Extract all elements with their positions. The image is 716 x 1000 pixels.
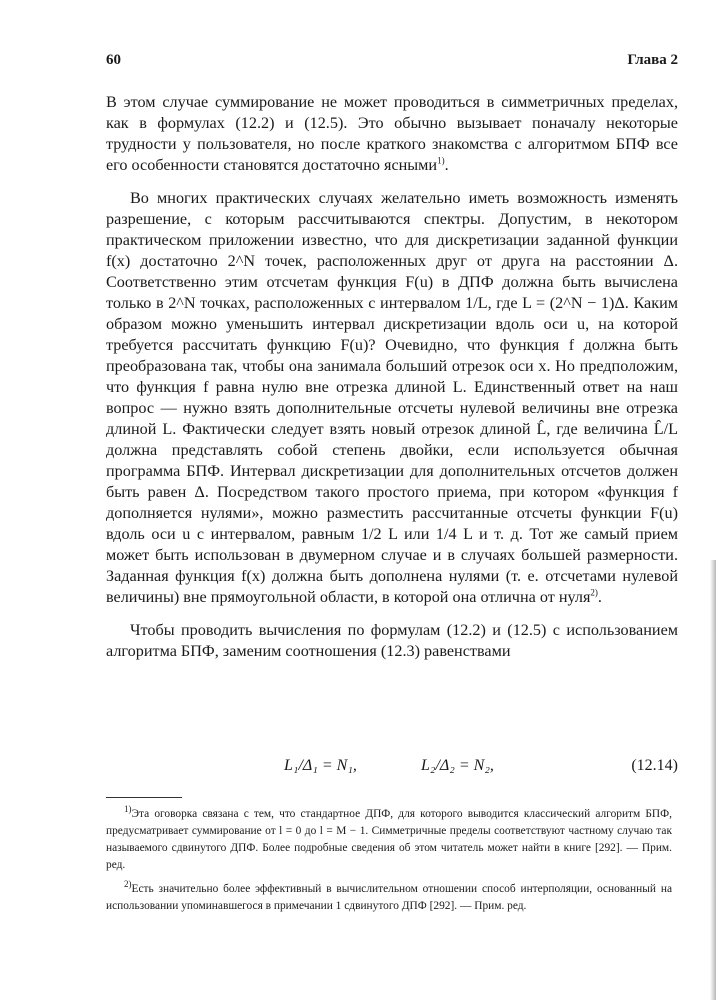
footnote-1-mark: 1) [124,804,132,815]
equation-number: (12.14) [631,757,678,774]
footnote-2-mark: 2) [124,879,132,890]
paragraph-1: В этом случае суммирование не может проводиться в симметричных пределах, как в формулах (12.2) и (12.5). Это обычно вызывает поначалу некоторые трудности у пользователя, но после краткого знакомства с алгоритмом БПФ все его особенности становятся достаточно ясными$^{1)}$. [106,93,678,174]
scan-shadow-edge [710,560,716,1000]
footnote-1-text: Эта оговорка связана с тем, что стандартное ДПФ, для которого выводится классический алгоритм БПФ, предусматривает суммирование от l = 0 до l = M − 1. Симметричные пределы соответствуют частному случаю так называемого сдвинутого ДПФ. Более подробные сведения об этом читатель может найти в книге [292]. — Прим. ред. [106,808,672,871]
equation-12-14 [106,757,678,781]
footnote-2-text: Есть значительно более эффективный в вычислительном отношении способ интерполяции, основанный на использовании упоминавшегося в примечании 1 сдвинутого ДПФ [292]. — Прим. ред. [106,883,672,912]
footnote-ref-1: 1) [437,155,445,166]
footnote-1 [106,806,672,874]
page-number: 60 [106,52,121,68]
footnote-ref-2: 2) [590,587,598,598]
footnotes [106,806,672,915]
footnote-2 [106,881,672,915]
body-text [106,92,678,662]
footnote-divider [106,797,182,798]
paragraph-2-text: Во многих практических случаях желательно иметь возможность изменять разрешение, с которым рассчитываются спектры. Допустим, в некотором практическом приложении известно, что для дискретизации заданной функции f(x) достаточно 2^N точек, расположенных друг от друга на расстоянии Δ. Соответственно этим отсчетам функция F(u) в ДПФ должна быть вычислена только в 2^N точках, расположенных с интервалом 1/L, где L = (2^N − 1)Δ. Каким образом можно уменьшить интервал дискретизации вдоль оси u, на которой требуется рассчитать функцию F(u)? Очевидно, что функция f должна быть преобразована так, чтобы она занимала больший отрезок оси x. Но предположим, что функция f равна нулю вне отрезка длиной L. Единственный ответ на наш вопрос — нужно взять дополнительные отсчеты нулевой величины вне отрезка длиной L. Фактически следует взять новый отрезок длиной L̂, где величина L̂/L должна представлять собой степень двойки, если используется обычная программа БПФ. Интервал дискретизации для дополнительных отсчетов должен быть равен Δ. Посредством такого простого приема, при котором «функция f дополняется нулями», можно разместить рассчитанные отсчеты функции F(u) вдоль оси u с интервалом, равным 1/2 L или 1/4 L и т. д. Тот же самый прием может быть использован в двумерном случае и в случаях большей размерности. Заданная функция f(x) должна быть дополнена нулями (т. е. отсчетами нулевой величины) вне прямоугольной области, в которой она отлична от нуля [106,189,678,606]
equation-part-2: L₂/Δ₂ = N₂, [421,757,494,774]
chapter-title: Глава 2 [627,52,678,68]
paragraph-2: Во многих практических случаях желательно иметь возможность изменять разрешение, с которым рассчитываются спектры. Допустим, в некотором практическом приложении известно, что для дискретизации заданной функции f(x) достаточно 2^N точек, расположенных друг от друга на расстоянии Δ. Соответственно этим отсчетам функция F(u) в ДПФ должна быть вычислена только в 2^N точках, расположенных с интервалом 1/L, где L = (2^N − 1)Δ. Каким образом можно уменьшить интервал дискретизации вдоль оси u, на которой требуется рассчитать функцию F(u)? Очевидно, что функция f должна быть преобразована так, чтобы она занимала больший отрезок оси x. Но предположим, что функция f равна нулю вне отрезка длиной L. Единственный ответ на наш вопрос — нужно взять дополнительные отсчеты нулевой величины вне отрезка длиной L. Фактически следует взять новый отрезок длиной L̂, где величина L̂/L должна представлять собой степень двойки, если используется обычная программа БПФ. Интервал дискретизации для дополнительных отсчетов должен быть равен Δ. Посредством такого простого приема, при котором «функция f дополняется нулями», можно разместить рассчитанные отсчеты функции F(u) вдоль оси u с интервалом, равным 1/2 L или 1/4 L и т. д. Тот же самый прием может быть использован в двумерном случае и в случаях большей размерности. Заданная функция f(x) должна быть дополнена нулями (т. е. отсчетами нулевой величины) вне прямоугольной области, в которой она отлична от нуля$^{2)}$. [106,189,678,606]
equation-part-1: L₁/Δ₁ = N₁, [284,757,357,774]
running-header [106,52,678,72]
paragraph-1-text: В этом случае суммирование не может проводиться в симметричных пределах, как в формулах (12.2) и (12.5). Это обычно вызывает поначалу некоторые трудности у пользователя, но после краткого знакомства с алгоритмом БПФ все его особенности становятся достаточно ясными [106,93,678,174]
paragraph-3: Чтобы проводить вычисления по формулам (12.2) и (12.5) с использованием алгоритма БПФ, заменим соотношения (12.3) равенствами [106,621,678,660]
